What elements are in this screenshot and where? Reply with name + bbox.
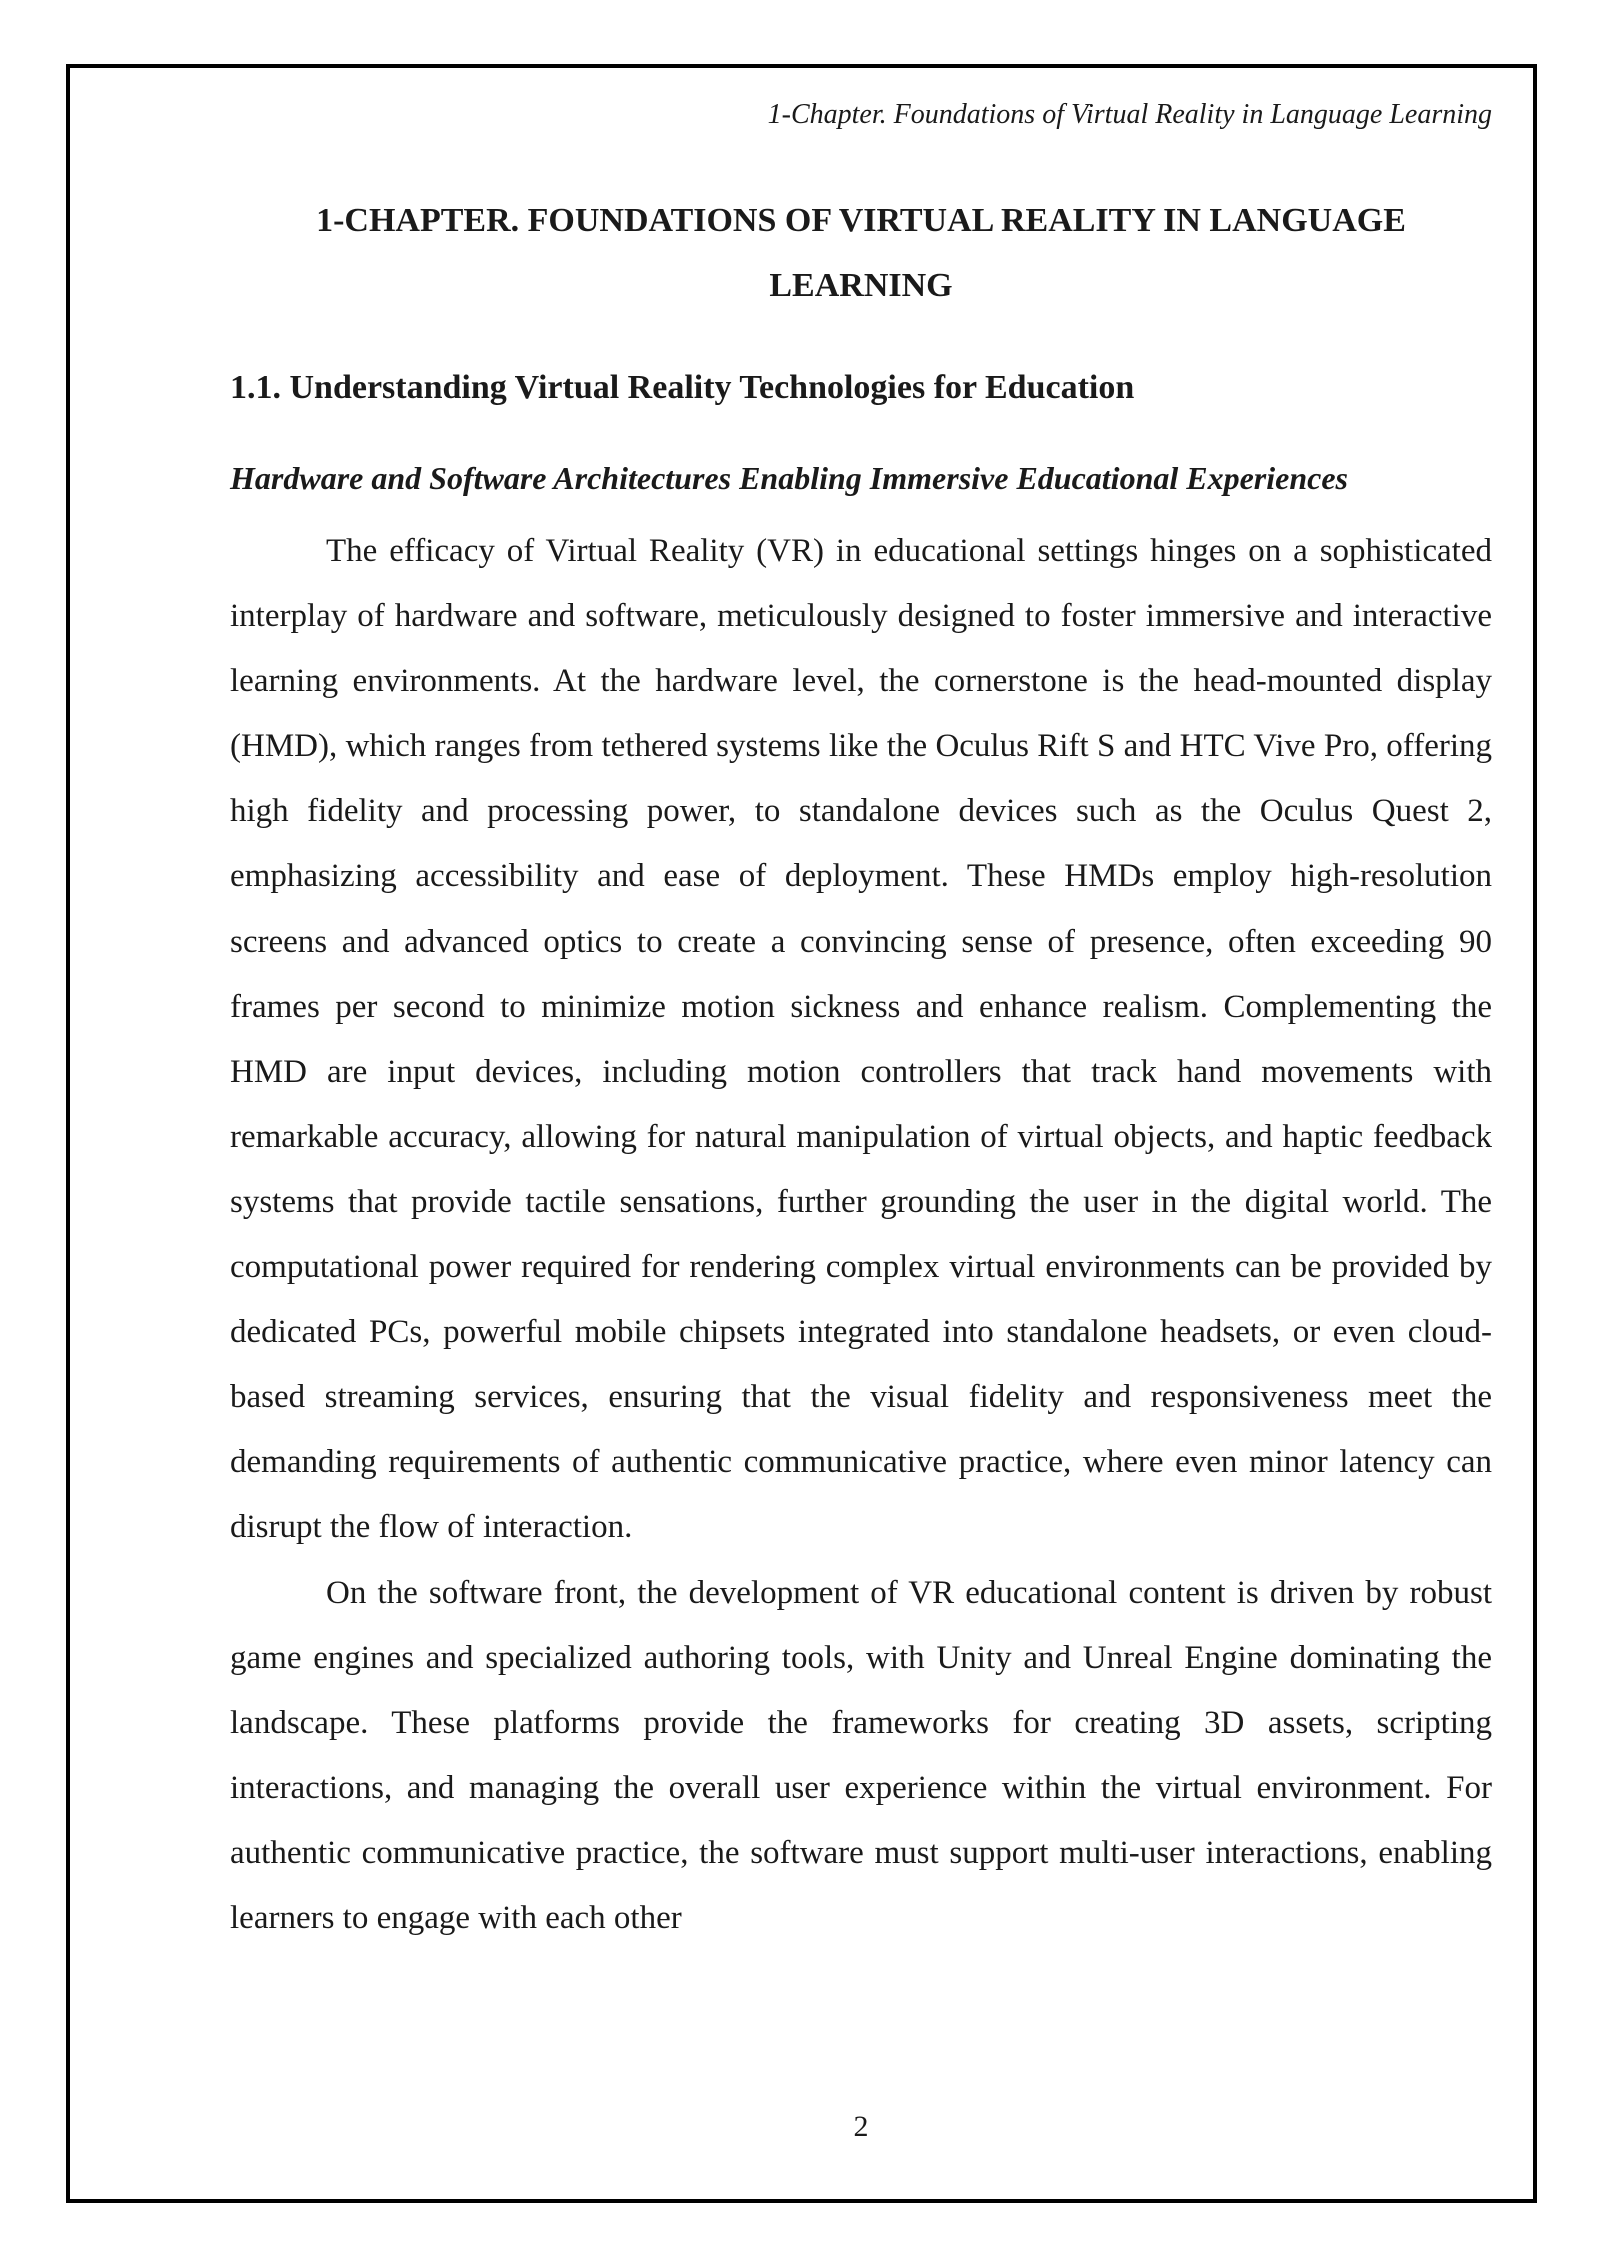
paragraph-1: The efficacy of Virtual Reality (VR) in educational settings hinges on a sophisticated interplay of hardware and software, meticulously designed to foster immersive and interactive learning environments. At the hardware level, the cornerstone is the head-mounted display (HMD), which ranges from tethered systems like the Oculus Rift S and HTC Vive Pro, offering high fidelity and processing power, to standalone devices such as the Oculus Quest 2, emphasizing accessibility and ease of deployment. These HMDs employ high-resolution screens and advanced optics to create a convincing sense of presence, often exceeding 90 frames per second to minimize motion sickness and enhance realism. Complementing the HMD are input devices, including motion controllers that track hand movements with remarkable accuracy, allowing for natural manipulation of virtual objects, and haptic feedback systems that provide tactile sensations, further grounding the user in the digital world. The computational power required for rendering complex virtual environments can be provided by dedicated PCs, powerful mobile chipsets integrated into standalone headsets, or even cloud-based streaming services, ensuring that the visual fidelity and responsiveness meet the demanding requirements of authentic communicative practice, where even minor latency can disrupt the flow of interaction. — [230, 533, 1492, 1546]
paragraph-2: On the software front, the development of VR educational content is driven by robust game engines and specialized authoring tools, with Unity and Unreal Engine dominating the landscape. These platforms provide the frameworks for creating 3D assets, scripting interactions, and managing the overall user experience within the virtual environment. For authentic communicative practice, the software must support multi-user interactions, enabling learners to engage with each other — [230, 1574, 1492, 1936]
sub-heading: Hardware and Software Architectures Enabling Immersive Educational Experiences — [230, 460, 1348, 496]
chapter-title-line-2: LEARNING — [769, 267, 953, 304]
running-header: 1-Chapter. Foundations of Virtual Reality in Language Learning — [767, 99, 1492, 130]
body-text — [230, 519, 1492, 1951]
chapter-title-line-1: 1-CHAPTER. FOUNDATIONS OF VIRTUAL REALITY IN LANGUAGE — [316, 202, 1406, 239]
chapter-title — [230, 188, 1492, 318]
section-heading: 1.1. Understanding Virtual Reality Technologies for Education — [230, 369, 1135, 406]
page-number: 2 — [853, 2110, 869, 2143]
